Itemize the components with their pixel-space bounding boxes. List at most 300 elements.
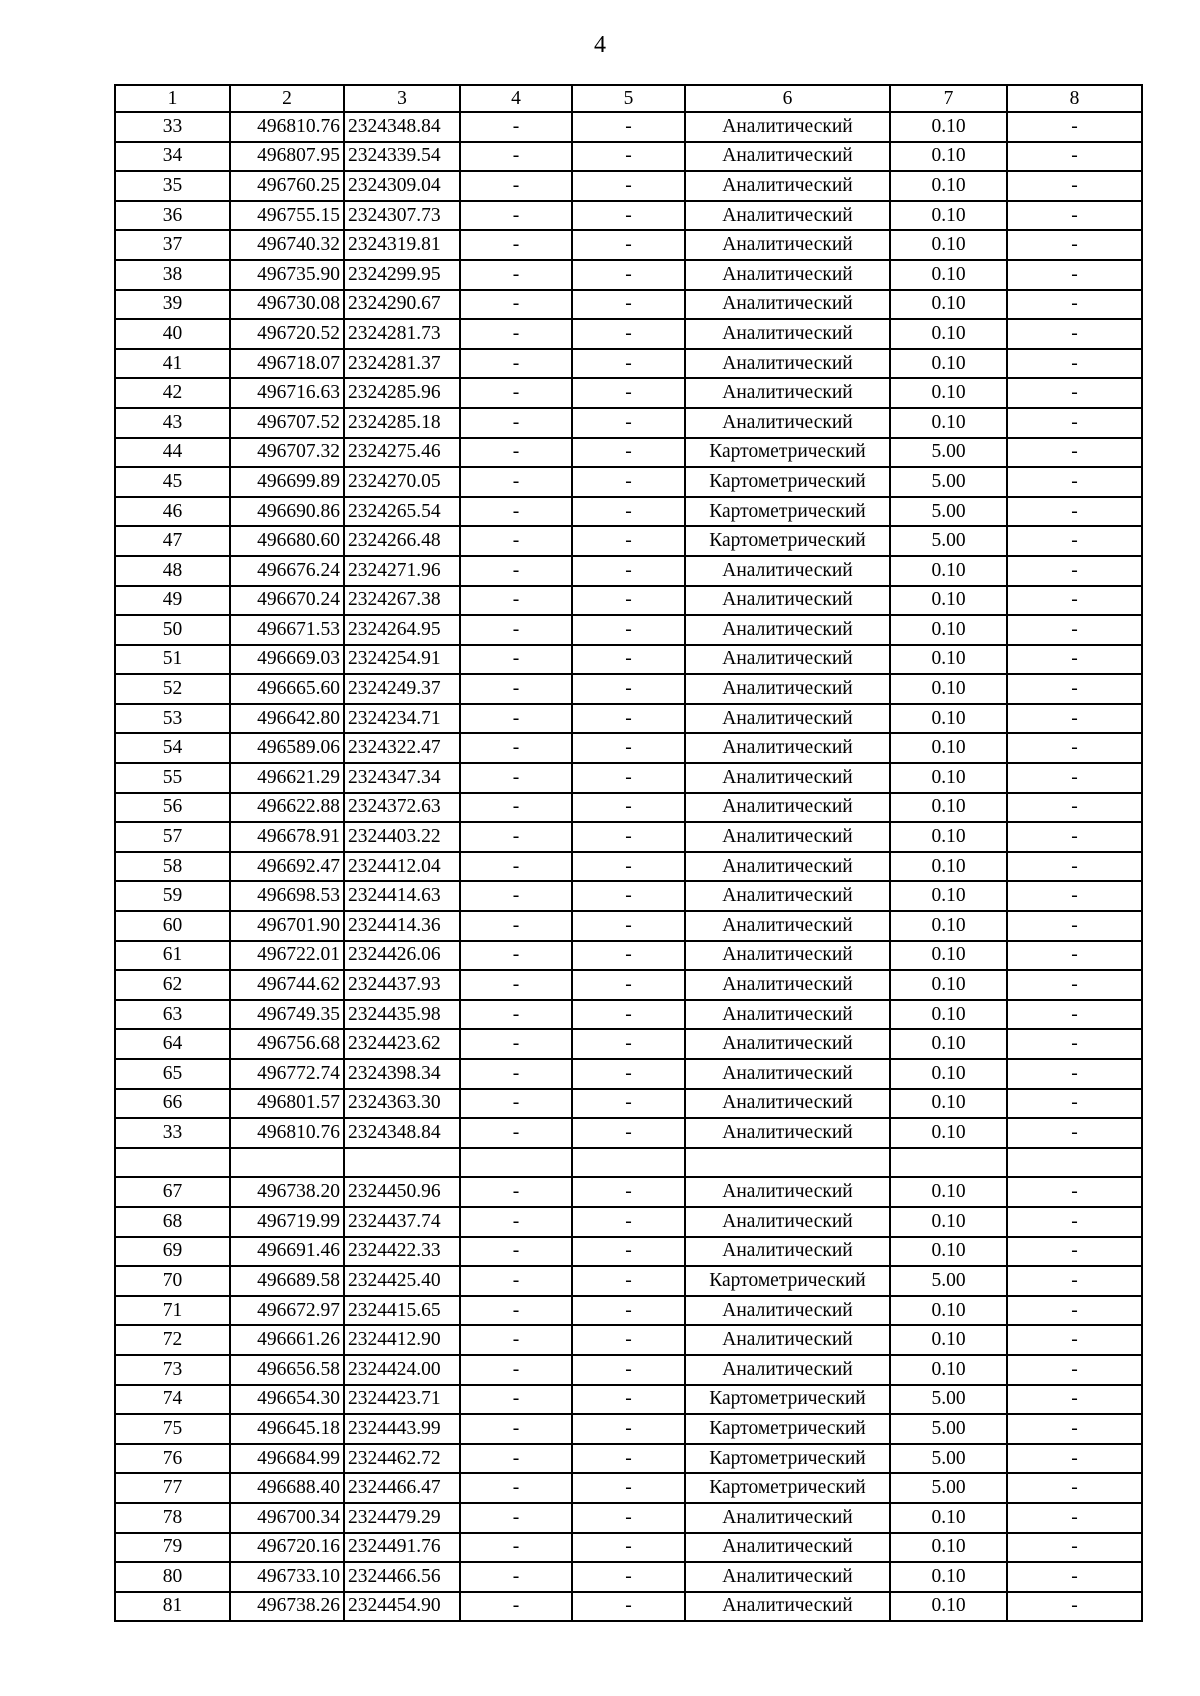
point-number-cell: 56 bbox=[115, 793, 230, 823]
column-8-cell: - bbox=[1007, 1118, 1142, 1148]
y-coordinate-cell: 2324435.98 bbox=[344, 1000, 460, 1030]
table-row bbox=[115, 230, 1142, 260]
y-coordinate-cell: 2324290.67 bbox=[344, 290, 460, 320]
x-coordinate-cell: 496665.60 bbox=[230, 674, 344, 704]
column-8-cell: - bbox=[1007, 1266, 1142, 1296]
column-5-cell: - bbox=[572, 1385, 685, 1415]
table-row bbox=[115, 615, 1142, 645]
point-number-cell: 70 bbox=[115, 1266, 230, 1296]
column-4-cell: - bbox=[460, 911, 572, 941]
column-8-cell: - bbox=[1007, 1296, 1142, 1326]
table-row bbox=[115, 142, 1142, 172]
point-number-cell: 78 bbox=[115, 1503, 230, 1533]
column-8-cell: - bbox=[1007, 704, 1142, 734]
column-8-cell: - bbox=[1007, 1533, 1142, 1563]
table-row bbox=[115, 1444, 1142, 1474]
column-4-cell: - bbox=[460, 970, 572, 1000]
method-cell: Аналитический bbox=[685, 822, 890, 852]
table-row bbox=[115, 1325, 1142, 1355]
y-coordinate-cell: 2324267.38 bbox=[344, 586, 460, 616]
column-4-cell: - bbox=[460, 1237, 572, 1267]
x-coordinate-cell: 496719.99 bbox=[230, 1207, 344, 1237]
x-coordinate-cell: 496654.30 bbox=[230, 1385, 344, 1415]
accuracy-cell: 0.10 bbox=[890, 230, 1007, 260]
accuracy-cell: 0.10 bbox=[890, 1592, 1007, 1622]
point-number-cell: 43 bbox=[115, 408, 230, 438]
x-coordinate-cell: 496716.63 bbox=[230, 378, 344, 408]
column-5-cell: - bbox=[572, 201, 685, 231]
x-coordinate-cell: 496661.26 bbox=[230, 1325, 344, 1355]
x-coordinate-cell: 496691.46 bbox=[230, 1237, 344, 1267]
column-5-cell: - bbox=[572, 1562, 685, 1592]
method-cell: Аналитический bbox=[685, 171, 890, 201]
column-4-cell: - bbox=[460, 1414, 572, 1444]
accuracy-cell: 0.10 bbox=[890, 911, 1007, 941]
method-cell: Аналитический bbox=[685, 615, 890, 645]
column-4-cell: - bbox=[460, 230, 572, 260]
x-coordinate-cell: 496738.20 bbox=[230, 1177, 344, 1207]
point-number-cell: 62 bbox=[115, 970, 230, 1000]
x-coordinate-cell bbox=[230, 1148, 344, 1178]
method-cell: Аналитический bbox=[685, 1296, 890, 1326]
column-4-cell: - bbox=[460, 112, 572, 142]
x-coordinate-cell: 496670.24 bbox=[230, 586, 344, 616]
column-5-cell: - bbox=[572, 230, 685, 260]
method-cell: Аналитический bbox=[685, 1089, 890, 1119]
table-row bbox=[115, 1473, 1142, 1503]
x-coordinate-cell: 496760.25 bbox=[230, 171, 344, 201]
y-coordinate-cell: 2324466.47 bbox=[344, 1473, 460, 1503]
x-coordinate-cell: 496689.58 bbox=[230, 1266, 344, 1296]
method-cell: Аналитический bbox=[685, 645, 890, 675]
column-header: 8 bbox=[1007, 85, 1142, 112]
point-number-cell: 47 bbox=[115, 526, 230, 556]
column-4-cell: - bbox=[460, 1029, 572, 1059]
point-number-cell: 39 bbox=[115, 290, 230, 320]
table-row bbox=[115, 852, 1142, 882]
point-number-cell: 53 bbox=[115, 704, 230, 734]
x-coordinate-cell: 496707.52 bbox=[230, 408, 344, 438]
point-number-cell: 45 bbox=[115, 467, 230, 497]
point-number-cell: 35 bbox=[115, 171, 230, 201]
method-cell: Аналитический bbox=[685, 142, 890, 172]
column-header: 3 bbox=[344, 85, 460, 112]
accuracy-cell: 0.10 bbox=[890, 319, 1007, 349]
y-coordinate-cell: 2324264.95 bbox=[344, 615, 460, 645]
column-4-cell: - bbox=[460, 1177, 572, 1207]
method-cell: Аналитический bbox=[685, 793, 890, 823]
point-number-cell: 67 bbox=[115, 1177, 230, 1207]
column-8-cell: - bbox=[1007, 1325, 1142, 1355]
column-5-cell: - bbox=[572, 674, 685, 704]
method-cell: Картометрический bbox=[685, 438, 890, 468]
column-4-cell: - bbox=[460, 763, 572, 793]
coordinates-table bbox=[114, 84, 1143, 1622]
accuracy-cell: 0.10 bbox=[890, 1355, 1007, 1385]
column-5-cell: - bbox=[572, 349, 685, 379]
table-row bbox=[115, 112, 1142, 142]
column-8-cell: - bbox=[1007, 852, 1142, 882]
table-header-row bbox=[115, 85, 1142, 112]
point-number-cell: 68 bbox=[115, 1207, 230, 1237]
method-cell: Аналитический bbox=[685, 704, 890, 734]
column-5-cell: - bbox=[572, 142, 685, 172]
column-4-cell: - bbox=[460, 1355, 572, 1385]
method-cell: Картометрический bbox=[685, 1444, 890, 1474]
y-coordinate-cell: 2324422.33 bbox=[344, 1237, 460, 1267]
method-cell: Аналитический bbox=[685, 1592, 890, 1622]
y-coordinate-cell: 2324372.63 bbox=[344, 793, 460, 823]
column-4-cell: - bbox=[460, 349, 572, 379]
method-cell: Аналитический bbox=[685, 1562, 890, 1592]
table-row bbox=[115, 1296, 1142, 1326]
column-8-cell: - bbox=[1007, 378, 1142, 408]
column-8-cell bbox=[1007, 1148, 1142, 1178]
table-row bbox=[115, 260, 1142, 290]
x-coordinate-cell: 496810.76 bbox=[230, 112, 344, 142]
accuracy-cell: 0.10 bbox=[890, 1059, 1007, 1089]
column-5-cell: - bbox=[572, 1177, 685, 1207]
accuracy-cell: 0.10 bbox=[890, 112, 1007, 142]
column-5-cell: - bbox=[572, 438, 685, 468]
accuracy-cell: 0.10 bbox=[890, 881, 1007, 911]
column-4-cell: - bbox=[460, 378, 572, 408]
table-row bbox=[115, 526, 1142, 556]
method-cell: Аналитический bbox=[685, 1325, 890, 1355]
x-coordinate-cell: 496807.95 bbox=[230, 142, 344, 172]
y-coordinate-cell: 2324319.81 bbox=[344, 230, 460, 260]
accuracy-cell: 0.10 bbox=[890, 349, 1007, 379]
x-coordinate-cell: 496622.88 bbox=[230, 793, 344, 823]
column-8-cell: - bbox=[1007, 1444, 1142, 1474]
accuracy-cell: 0.10 bbox=[890, 556, 1007, 586]
column-4-cell: - bbox=[460, 408, 572, 438]
table-row bbox=[115, 378, 1142, 408]
x-coordinate-cell: 496700.34 bbox=[230, 1503, 344, 1533]
y-coordinate-cell: 2324322.47 bbox=[344, 733, 460, 763]
column-5-cell: - bbox=[572, 822, 685, 852]
table-row bbox=[115, 1562, 1142, 1592]
column-4-cell: - bbox=[460, 319, 572, 349]
accuracy-cell: 0.10 bbox=[890, 763, 1007, 793]
column-4-cell: - bbox=[460, 881, 572, 911]
column-4-cell: - bbox=[460, 793, 572, 823]
column-4-cell: - bbox=[460, 645, 572, 675]
column-8-cell: - bbox=[1007, 1473, 1142, 1503]
y-coordinate-cell: 2324266.48 bbox=[344, 526, 460, 556]
table-row bbox=[115, 319, 1142, 349]
column-4-cell: - bbox=[460, 1592, 572, 1622]
column-5-cell: - bbox=[572, 1118, 685, 1148]
accuracy-cell bbox=[890, 1148, 1007, 1178]
y-coordinate-cell: 2324412.04 bbox=[344, 852, 460, 882]
column-4-cell: - bbox=[460, 1266, 572, 1296]
method-cell: Аналитический bbox=[685, 349, 890, 379]
table-row bbox=[115, 1414, 1142, 1444]
y-coordinate-cell: 2324309.04 bbox=[344, 171, 460, 201]
column-4-cell: - bbox=[460, 467, 572, 497]
column-8-cell: - bbox=[1007, 556, 1142, 586]
column-5-cell: - bbox=[572, 941, 685, 971]
point-number-cell: 72 bbox=[115, 1325, 230, 1355]
accuracy-cell: 0.10 bbox=[890, 822, 1007, 852]
column-5-cell: - bbox=[572, 1207, 685, 1237]
column-4-cell: - bbox=[460, 171, 572, 201]
x-coordinate-cell: 496690.86 bbox=[230, 497, 344, 527]
method-cell: Аналитический bbox=[685, 970, 890, 1000]
y-coordinate-cell: 2324491.76 bbox=[344, 1533, 460, 1563]
column-4-cell: - bbox=[460, 1000, 572, 1030]
point-number-cell: 37 bbox=[115, 230, 230, 260]
accuracy-cell: 5.00 bbox=[890, 526, 1007, 556]
table-row bbox=[115, 970, 1142, 1000]
point-number-cell: 79 bbox=[115, 1533, 230, 1563]
x-coordinate-cell: 496733.10 bbox=[230, 1562, 344, 1592]
table-row bbox=[115, 201, 1142, 231]
y-coordinate-cell: 2324348.84 bbox=[344, 112, 460, 142]
point-number-cell: 34 bbox=[115, 142, 230, 172]
column-4-cell: - bbox=[460, 556, 572, 586]
column-header: 1 bbox=[115, 85, 230, 112]
column-8-cell: - bbox=[1007, 497, 1142, 527]
accuracy-cell: 0.10 bbox=[890, 1503, 1007, 1533]
point-number-cell: 69 bbox=[115, 1237, 230, 1267]
x-coordinate-cell: 496688.40 bbox=[230, 1473, 344, 1503]
x-coordinate-cell: 496669.03 bbox=[230, 645, 344, 675]
column-4-cell: - bbox=[460, 290, 572, 320]
method-cell: Аналитический bbox=[685, 230, 890, 260]
x-coordinate-cell: 496656.58 bbox=[230, 1355, 344, 1385]
point-number-cell: 46 bbox=[115, 497, 230, 527]
column-8-cell: - bbox=[1007, 674, 1142, 704]
column-5-cell: - bbox=[572, 615, 685, 645]
y-coordinate-cell: 2324415.65 bbox=[344, 1296, 460, 1326]
method-cell: Аналитический bbox=[685, 556, 890, 586]
accuracy-cell: 0.10 bbox=[890, 1118, 1007, 1148]
column-5-cell: - bbox=[572, 467, 685, 497]
column-4-cell: - bbox=[460, 1473, 572, 1503]
column-5-cell: - bbox=[572, 911, 685, 941]
accuracy-cell: 5.00 bbox=[890, 1414, 1007, 1444]
column-5-cell: - bbox=[572, 1533, 685, 1563]
accuracy-cell: 0.10 bbox=[890, 201, 1007, 231]
column-header: 2 bbox=[230, 85, 344, 112]
accuracy-cell: 0.10 bbox=[890, 1000, 1007, 1030]
method-cell: Аналитический bbox=[685, 1355, 890, 1385]
table-row bbox=[115, 881, 1142, 911]
method-cell: Картометрический bbox=[685, 497, 890, 527]
y-coordinate-cell: 2324403.22 bbox=[344, 822, 460, 852]
column-8-cell: - bbox=[1007, 1000, 1142, 1030]
column-8-cell: - bbox=[1007, 1059, 1142, 1089]
table-row bbox=[115, 1118, 1142, 1148]
accuracy-cell: 5.00 bbox=[890, 1266, 1007, 1296]
method-cell: Аналитический bbox=[685, 941, 890, 971]
accuracy-cell: 0.10 bbox=[890, 378, 1007, 408]
column-5-cell: - bbox=[572, 1089, 685, 1119]
x-coordinate-cell: 496718.07 bbox=[230, 349, 344, 379]
point-number-cell: 40 bbox=[115, 319, 230, 349]
x-coordinate-cell: 496698.53 bbox=[230, 881, 344, 911]
y-coordinate-cell: 2324462.72 bbox=[344, 1444, 460, 1474]
column-4-cell: - bbox=[460, 822, 572, 852]
point-number-cell: 66 bbox=[115, 1089, 230, 1119]
column-4-cell: - bbox=[460, 586, 572, 616]
method-cell: Картометрический bbox=[685, 1414, 890, 1444]
method-cell: Аналитический bbox=[685, 852, 890, 882]
table-row bbox=[115, 1503, 1142, 1533]
column-4-cell: - bbox=[460, 497, 572, 527]
x-coordinate-cell: 496692.47 bbox=[230, 852, 344, 882]
table-row bbox=[115, 586, 1142, 616]
accuracy-cell: 0.10 bbox=[890, 615, 1007, 645]
x-coordinate-cell: 496801.57 bbox=[230, 1089, 344, 1119]
table-row bbox=[115, 645, 1142, 675]
column-5-cell: - bbox=[572, 260, 685, 290]
table-row bbox=[115, 674, 1142, 704]
method-cell: Картометрический bbox=[685, 1473, 890, 1503]
method-cell: Аналитический bbox=[685, 260, 890, 290]
column-4-cell: - bbox=[460, 674, 572, 704]
y-coordinate-cell: 2324425.40 bbox=[344, 1266, 460, 1296]
method-cell: Аналитический bbox=[685, 1118, 890, 1148]
point-number-cell: 60 bbox=[115, 911, 230, 941]
column-8-cell: - bbox=[1007, 1592, 1142, 1622]
point-number-cell: 44 bbox=[115, 438, 230, 468]
column-4-cell bbox=[460, 1148, 572, 1178]
accuracy-cell: 5.00 bbox=[890, 467, 1007, 497]
point-number-cell: 42 bbox=[115, 378, 230, 408]
method-cell: Аналитический bbox=[685, 201, 890, 231]
column-5-cell: - bbox=[572, 1414, 685, 1444]
point-number-cell: 61 bbox=[115, 941, 230, 971]
x-coordinate-cell: 496749.35 bbox=[230, 1000, 344, 1030]
column-5-cell: - bbox=[572, 1444, 685, 1474]
point-number-cell: 59 bbox=[115, 881, 230, 911]
table-row bbox=[115, 408, 1142, 438]
point-number-cell: 36 bbox=[115, 201, 230, 231]
x-coordinate-cell: 496672.97 bbox=[230, 1296, 344, 1326]
column-8-cell: - bbox=[1007, 290, 1142, 320]
y-coordinate-cell: 2324414.63 bbox=[344, 881, 460, 911]
accuracy-cell: 5.00 bbox=[890, 497, 1007, 527]
column-8-cell: - bbox=[1007, 1029, 1142, 1059]
column-5-cell: - bbox=[572, 1503, 685, 1533]
method-cell: Аналитический bbox=[685, 290, 890, 320]
accuracy-cell: 0.10 bbox=[890, 970, 1007, 1000]
column-8-cell: - bbox=[1007, 319, 1142, 349]
column-5-cell: - bbox=[572, 1029, 685, 1059]
point-number-cell: 33 bbox=[115, 112, 230, 142]
accuracy-cell: 0.10 bbox=[890, 1207, 1007, 1237]
method-cell: Аналитический bbox=[685, 378, 890, 408]
column-8-cell: - bbox=[1007, 1503, 1142, 1533]
point-number-cell: 81 bbox=[115, 1592, 230, 1622]
y-coordinate-cell: 2324307.73 bbox=[344, 201, 460, 231]
method-cell: Картометрический bbox=[685, 526, 890, 556]
x-coordinate-cell: 496735.90 bbox=[230, 260, 344, 290]
column-header: 7 bbox=[890, 85, 1007, 112]
y-coordinate-cell: 2324281.37 bbox=[344, 349, 460, 379]
column-5-cell: - bbox=[572, 290, 685, 320]
accuracy-cell: 0.10 bbox=[890, 1089, 1007, 1119]
method-cell: Аналитический bbox=[685, 1207, 890, 1237]
point-number-cell: 74 bbox=[115, 1385, 230, 1415]
column-4-cell: - bbox=[460, 1562, 572, 1592]
method-cell: Аналитический bbox=[685, 408, 890, 438]
column-4-cell: - bbox=[460, 1059, 572, 1089]
accuracy-cell: 0.10 bbox=[890, 674, 1007, 704]
column-5-cell: - bbox=[572, 1355, 685, 1385]
x-coordinate-cell: 496755.15 bbox=[230, 201, 344, 231]
y-coordinate-cell: 2324479.29 bbox=[344, 1503, 460, 1533]
accuracy-cell: 0.10 bbox=[890, 852, 1007, 882]
point-number-cell bbox=[115, 1148, 230, 1178]
column-4-cell: - bbox=[460, 733, 572, 763]
x-coordinate-cell: 496722.01 bbox=[230, 941, 344, 971]
column-4-cell: - bbox=[460, 852, 572, 882]
method-cell: Аналитический bbox=[685, 733, 890, 763]
column-8-cell: - bbox=[1007, 911, 1142, 941]
column-8-cell: - bbox=[1007, 941, 1142, 971]
y-coordinate-cell: 2324299.95 bbox=[344, 260, 460, 290]
column-5-cell bbox=[572, 1148, 685, 1178]
x-coordinate-cell: 496589.06 bbox=[230, 733, 344, 763]
method-cell: Аналитический bbox=[685, 1237, 890, 1267]
column-5-cell: - bbox=[572, 970, 685, 1000]
column-4-cell: - bbox=[460, 941, 572, 971]
method-cell: Аналитический bbox=[685, 319, 890, 349]
y-coordinate-cell: 2324285.18 bbox=[344, 408, 460, 438]
table-row bbox=[115, 763, 1142, 793]
column-5-cell: - bbox=[572, 704, 685, 734]
column-8-cell: - bbox=[1007, 1385, 1142, 1415]
column-4-cell: - bbox=[460, 1503, 572, 1533]
column-8-cell: - bbox=[1007, 793, 1142, 823]
accuracy-cell: 0.10 bbox=[890, 260, 1007, 290]
y-coordinate-cell: 2324281.73 bbox=[344, 319, 460, 349]
method-cell: Картометрический bbox=[685, 1266, 890, 1296]
column-5-cell: - bbox=[572, 497, 685, 527]
table-row bbox=[115, 467, 1142, 497]
column-8-cell: - bbox=[1007, 349, 1142, 379]
y-coordinate-cell: 2324275.46 bbox=[344, 438, 460, 468]
column-8-cell: - bbox=[1007, 763, 1142, 793]
column-8-cell: - bbox=[1007, 1177, 1142, 1207]
method-cell: Аналитический bbox=[685, 586, 890, 616]
table-row bbox=[115, 911, 1142, 941]
x-coordinate-cell: 496684.99 bbox=[230, 1444, 344, 1474]
column-5-cell: - bbox=[572, 319, 685, 349]
x-coordinate-cell: 496810.76 bbox=[230, 1118, 344, 1148]
y-coordinate-cell: 2324466.56 bbox=[344, 1562, 460, 1592]
point-number-cell: 76 bbox=[115, 1444, 230, 1474]
column-5-cell: - bbox=[572, 526, 685, 556]
x-coordinate-cell: 496621.29 bbox=[230, 763, 344, 793]
column-8-cell: - bbox=[1007, 586, 1142, 616]
y-coordinate-cell: 2324437.74 bbox=[344, 1207, 460, 1237]
y-coordinate-cell: 2324424.00 bbox=[344, 1355, 460, 1385]
table-row bbox=[115, 1089, 1142, 1119]
table-row bbox=[115, 1237, 1142, 1267]
x-coordinate-cell: 496680.60 bbox=[230, 526, 344, 556]
method-cell: Аналитический bbox=[685, 881, 890, 911]
table-row bbox=[115, 1059, 1142, 1089]
column-5-cell: - bbox=[572, 852, 685, 882]
column-5-cell: - bbox=[572, 408, 685, 438]
point-number-cell: 75 bbox=[115, 1414, 230, 1444]
y-coordinate-cell: 2324454.90 bbox=[344, 1592, 460, 1622]
